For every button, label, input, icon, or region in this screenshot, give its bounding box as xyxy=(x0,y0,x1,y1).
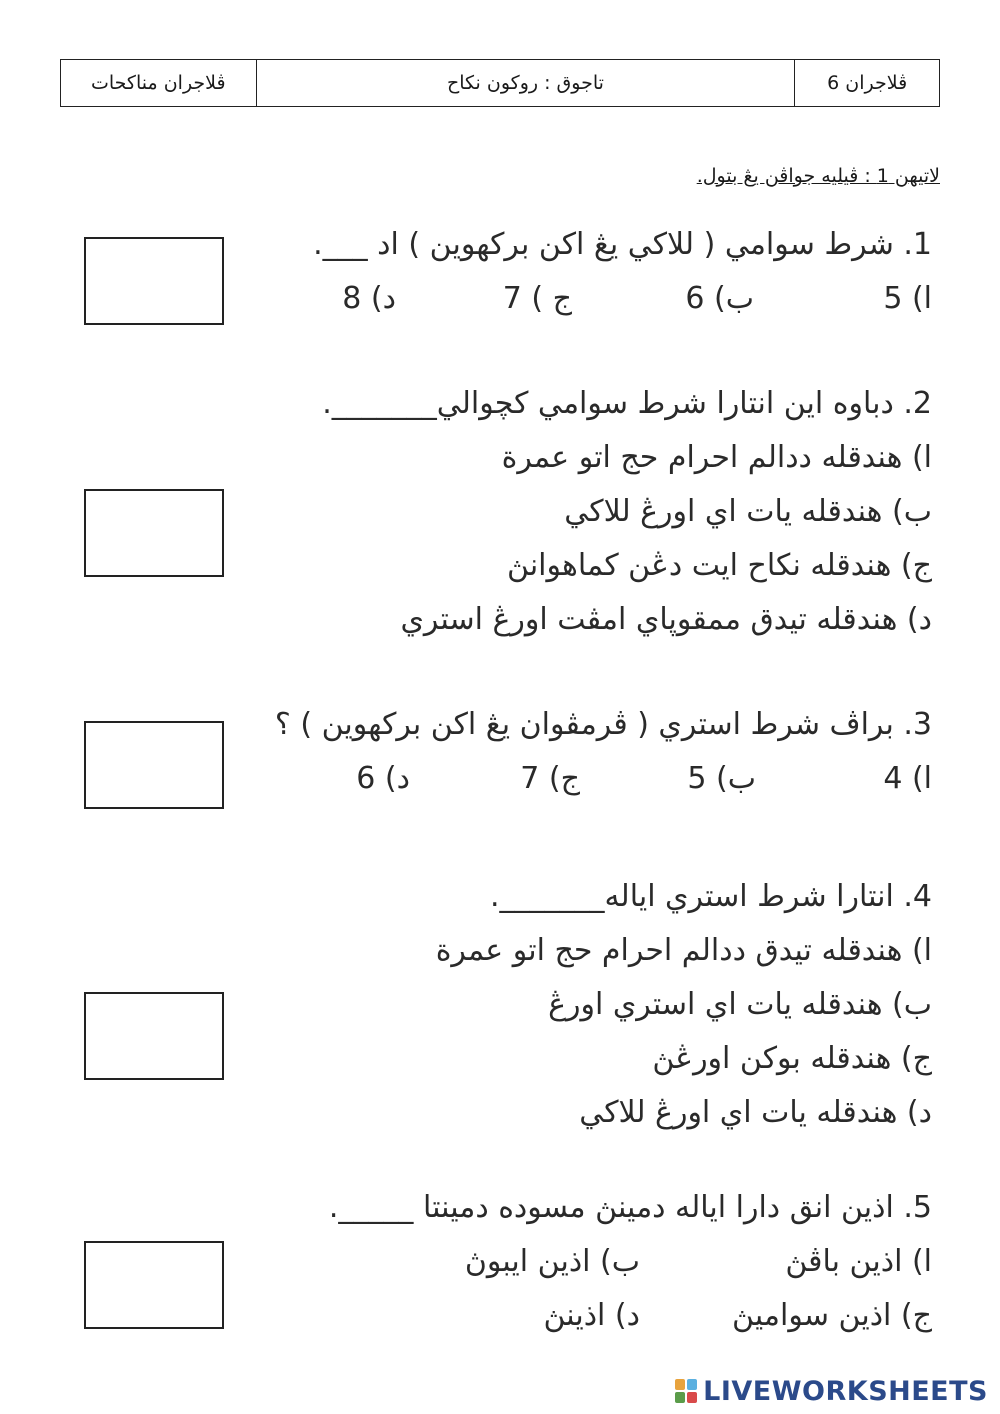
question-4-option-a: ا) هندقله تيدق ددالم احرام حج اتو عمرة xyxy=(435,933,932,968)
question-3-stem: 3. براڤ شرط استري ( ڤرمڤوان يڠ اكن بركهوين ) ؟ xyxy=(274,707,932,742)
question-5-options-row-1 xyxy=(329,1235,932,1289)
question-3-option-c: ج) 7 xyxy=(520,761,580,796)
liveworksheets-logo xyxy=(675,1375,988,1407)
question-1-option-a: ا) 5 xyxy=(883,281,932,316)
question-5-option-c: ج) اذين سواميڽ xyxy=(732,1298,932,1333)
header-cell-subject: ڤلاجران مناكحات xyxy=(61,60,257,106)
question-2-option-d: د) هندقله تيدق ممقوڽاي امڤت اورڠ استري xyxy=(400,602,932,637)
question-2 xyxy=(322,377,932,647)
question-2-option-c: ج) هندقله نكاح ايت دڠن كماهوانڽ xyxy=(507,548,932,583)
question-5-option-a: ا) اذين باڤڽ xyxy=(785,1244,932,1279)
question-3-options xyxy=(275,752,932,806)
exercise-instruction: لاتيهن 1 : ڤيليه جواڤن يڠ بتول. xyxy=(696,165,940,187)
logo-tile-2 xyxy=(687,1379,697,1390)
question-2-stem: 2. دباوه اين انتارا شرط سوامي كچوالي_______. xyxy=(322,386,932,421)
answer-box-5[interactable] xyxy=(84,1241,224,1329)
question-4-stem: 4. انتارا شرط استري اياله_______. xyxy=(489,879,932,914)
question-3-option-b: ب) 5 xyxy=(687,761,756,796)
question-4-option-d: د) هندقله يات اي اورڠ للاكي xyxy=(579,1095,932,1130)
logo-tile-4 xyxy=(687,1392,697,1403)
question-4-option-c: ج) هندقله بوكن اورڠڽ xyxy=(652,1041,932,1076)
question-5-stem: 5. اذين انق دارا اياله دمينڽ مسوده دمينتا _____. xyxy=(328,1190,932,1225)
question-2-option-a: ا) هندقله ددالم احرام حج اتو عمرة xyxy=(501,440,932,475)
question-1 xyxy=(313,218,932,326)
logo-tile-1 xyxy=(675,1379,685,1390)
question-2-option-b: ب) هندقله يات اي اورڠ للاكي xyxy=(564,494,932,529)
answer-box-1[interactable] xyxy=(84,237,224,325)
question-1-option-c: ج ) 7 xyxy=(502,281,572,316)
question-5 xyxy=(329,1181,932,1343)
question-4-option-b: ب) هندقله يات اي استري اورڠ xyxy=(548,987,932,1022)
header-table xyxy=(60,59,940,107)
question-1-stem: 1. شرط سوامي ( للاكي يڠ اكن بركهوين ) اد ___. xyxy=(313,227,932,262)
answer-box-2[interactable] xyxy=(84,489,224,577)
question-5-option-b: ب) اذين ايبوڽ xyxy=(464,1244,640,1279)
liveworksheets-logo-text: LIVEWORKSHEETS xyxy=(703,1375,988,1407)
question-5-options-row-2 xyxy=(329,1289,932,1343)
answer-box-3[interactable] xyxy=(84,721,224,809)
liveworksheets-logo-icon xyxy=(675,1379,697,1403)
header-cell-topic: تاجوق : روكون نكاح xyxy=(257,60,796,106)
question-1-options xyxy=(313,272,932,326)
question-3-option-a: ا) 4 xyxy=(883,761,932,796)
logo-tile-3 xyxy=(675,1392,685,1403)
header-cell-lesson: ڤلاجران 6 xyxy=(827,72,908,94)
question-3-option-d: د) 6 xyxy=(356,761,410,796)
answer-box-4[interactable] xyxy=(84,992,224,1080)
question-1-option-d: د) 8 xyxy=(342,281,396,316)
question-1-option-b: ب) 6 xyxy=(685,281,754,316)
question-3 xyxy=(275,698,932,806)
question-5-option-d: د) اذينڽ xyxy=(543,1298,640,1333)
question-4 xyxy=(436,870,932,1140)
